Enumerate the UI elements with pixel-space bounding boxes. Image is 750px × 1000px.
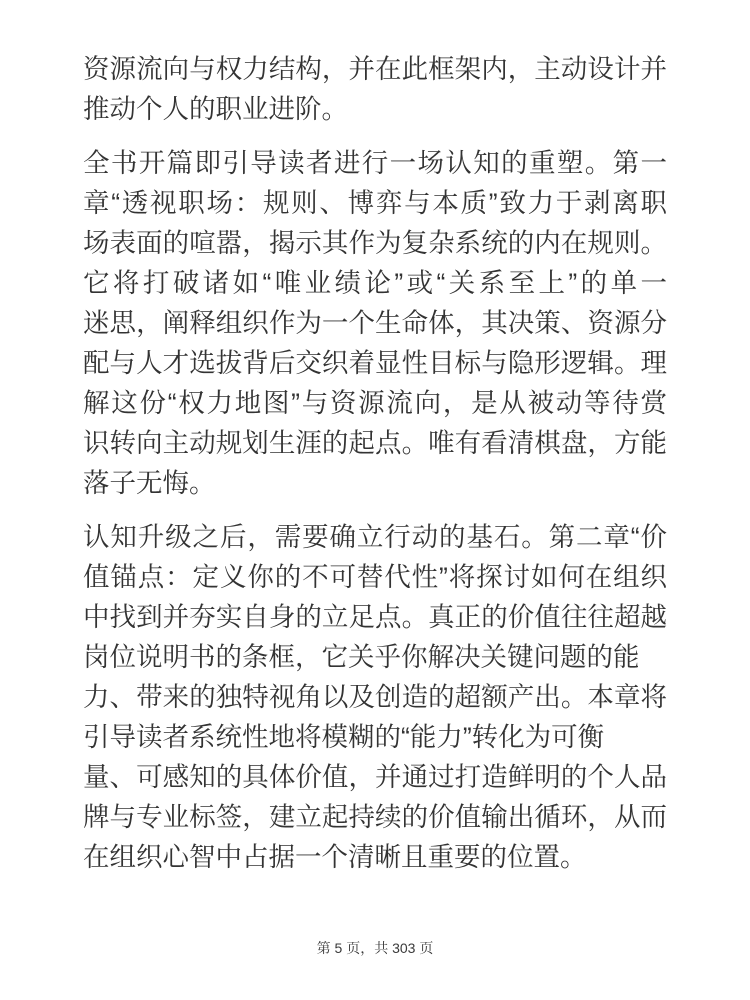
text-line: 识转向主动规划生涯的起点。唯有看清棋盘，方能 [83, 428, 667, 458]
text-line: 场表面的喧嚣，揭示其作为复杂系统的内在规则。 [83, 228, 667, 258]
text-line: 中找到并夯实自身的立足点。真正的价值往往超越 [83, 602, 667, 632]
text-line: 资源流向与权力结构，并在此框架内，主动设计并 [83, 54, 667, 84]
text-line: 迷思，阐释组织作为一个生命体，其决策、资源分 [83, 308, 667, 338]
text-line: 力、带来的独特视角以及创造的超额产出。本章将 [83, 682, 667, 712]
text-line: 落子无悔。 [83, 468, 216, 498]
page-number-indicator: 第 5 页，共 303 页 [316, 940, 434, 956]
page-footer [0, 938, 750, 958]
text-line: 引导读者系统性地将模糊的“能力”转化为可衡 [83, 722, 605, 752]
paragraph [83, 517, 667, 877]
text-line: 推动个人的职业进阶。 [83, 94, 348, 124]
paragraph [83, 143, 667, 503]
text-line: 全书开篇即引导读者进行一场认知的重塑。第一 [83, 148, 667, 178]
text-line: 章“透视职场：规则、博弈与本质”致力于剥离职 [83, 188, 667, 218]
text-line: 配与人才选拔背后交织着显性目标与隐形逻辑。理 [83, 348, 667, 378]
text-line: 在组织心智中占据一个清晰且重要的位置。 [83, 842, 587, 872]
text-line: 解这份“权力地图”与资源流向，是从被动等待赏 [83, 388, 667, 418]
paragraph [83, 49, 667, 129]
text-line: 量、可感知的具体价值，并通过打造鲜明的个人品 [83, 762, 667, 792]
text-line: 牌与专业标签，建立起持续的价值输出循环，从而 [83, 802, 667, 832]
text-line: 岗位说明书的条框，它关乎你解决关键问题的能 [83, 642, 640, 672]
text-line: 值锚点：定义你的不可替代性”将探讨如何在组织 [83, 562, 667, 592]
text-content [83, 49, 667, 877]
text-line: 认知升级之后，需要确立行动的基石。第二章“价 [83, 522, 667, 552]
text-line: 它将打破诸如“唯业绩论”或“关系至上”的单一 [83, 268, 667, 298]
